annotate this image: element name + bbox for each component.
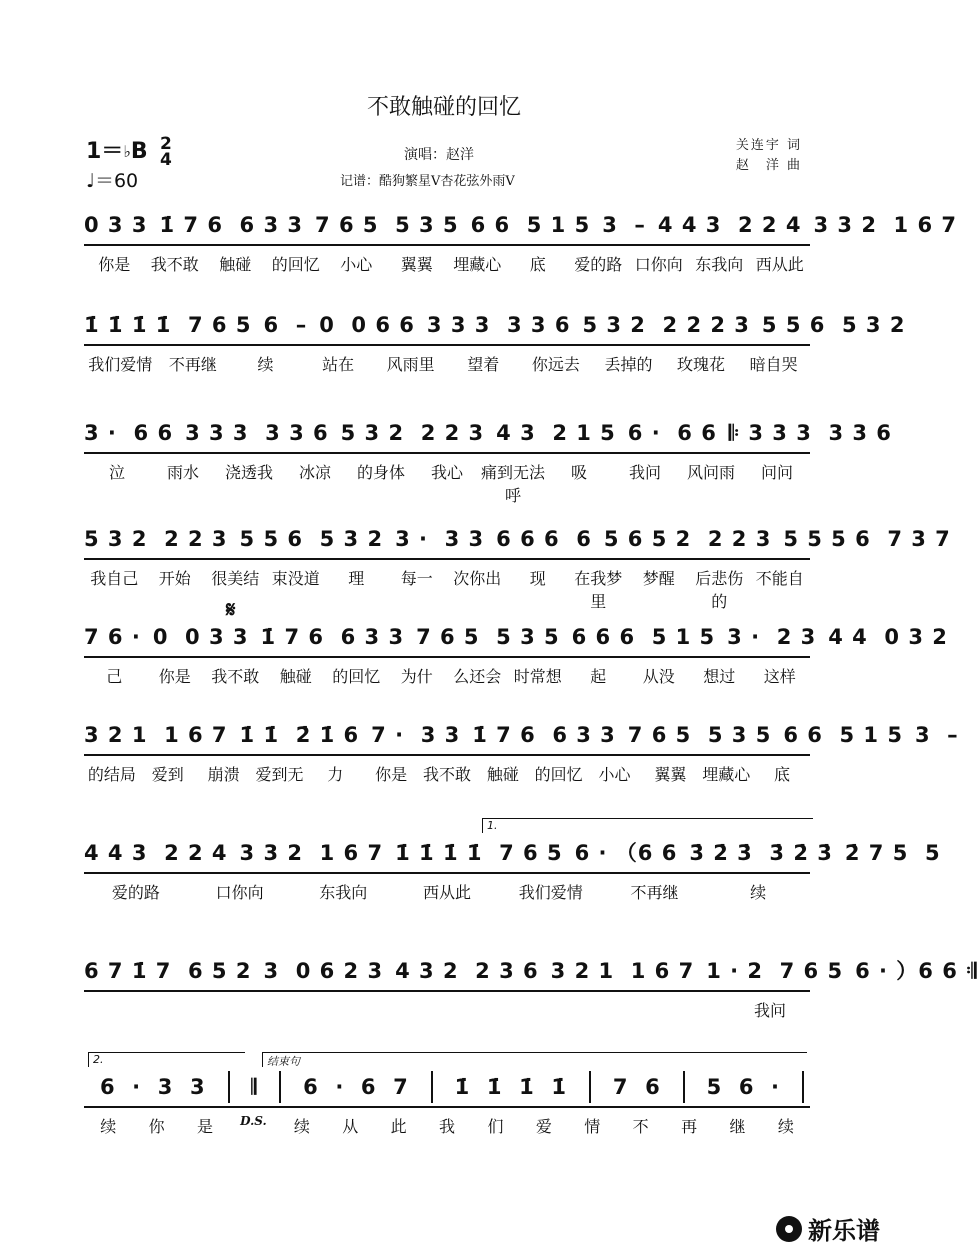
lyricist-credit: 关连宇 词	[735, 138, 802, 153]
bar-line	[683, 1071, 685, 1103]
measure: 3 · 2 3	[727, 625, 817, 649]
lyric-word: 我们爱情	[88, 355, 153, 374]
lyric-word: 们	[487, 1117, 504, 1136]
lyric-word: 我自己	[90, 569, 139, 588]
lyric-word: 暗自哭	[749, 355, 798, 374]
lyric-word: 在我梦里	[574, 569, 623, 611]
measure: 6 6 5 1 5	[470, 213, 591, 237]
time-signature: 2 4	[160, 134, 172, 170]
lyric-word: 你远去	[531, 355, 580, 374]
lyric-word: 现	[529, 569, 546, 588]
transcriber-credit: 记谱：酷狗繁星V杏花弦外雨V	[340, 174, 515, 189]
measure: 5 3 2 2 2 3	[340, 421, 485, 445]
measure: 0 3 3	[84, 213, 148, 237]
lyric-word: 不再继	[168, 355, 217, 374]
measure: 5 5 5 6 7 3 7	[783, 527, 951, 551]
measure: 𝄂	[251, 1075, 258, 1099]
lyric-word: 情	[584, 1117, 601, 1136]
lyric-word: 东我向	[695, 255, 744, 274]
note-row	[84, 622, 948, 652]
beam-underline	[84, 243, 810, 246]
measure: 0 0 3 3	[152, 625, 249, 649]
lyric-word: 继	[729, 1117, 746, 1136]
lyric-word: 触碰	[486, 765, 519, 784]
measure: 6 · 3 3	[99, 1075, 206, 1099]
lyric-word: 时常想	[513, 667, 562, 686]
lyric-row	[84, 762, 810, 785]
lyric-word: 我问	[753, 1001, 786, 1020]
score-line	[84, 310, 906, 375]
note-row	[84, 418, 892, 448]
lyric-word: 翼翼	[654, 765, 687, 784]
lyric-word: 不	[632, 1117, 649, 1136]
measure: 7 · 3 3	[371, 723, 461, 747]
note-row	[84, 956, 977, 986]
bar-line	[589, 1071, 591, 1103]
lyric-word: 力	[327, 765, 344, 784]
measure: 6 · 6 7	[303, 1075, 409, 1099]
lyric-word: 续	[750, 883, 767, 902]
lyric-word: 爱的路	[574, 255, 623, 274]
note-row	[84, 210, 958, 240]
lyric-word: 底	[529, 255, 546, 274]
lyric-word: 冰凉	[298, 463, 331, 482]
lyric-word: 我	[439, 1117, 456, 1136]
lyric-word: 崩溃	[207, 765, 240, 784]
measure: 4 4 0 3 2	[828, 625, 948, 649]
lyric-word: 梦醒	[642, 569, 675, 588]
lyric-word: 望着	[467, 355, 500, 374]
lyric-word: 痛到无法呼	[480, 463, 545, 505]
measure: 7 6 5 5 3 5	[315, 213, 459, 237]
lyric-word: 吸	[570, 463, 587, 482]
lyric-row	[84, 252, 810, 275]
lyric-word: 西从此	[755, 255, 804, 274]
lyric-word: 问问	[760, 463, 793, 482]
bar-line	[802, 1071, 804, 1103]
measure: 5 6 ·	[706, 1075, 781, 1099]
score-line	[84, 418, 892, 506]
lyric-word: 我不敢	[150, 255, 199, 274]
measure: 4 4 3 2 2 4	[84, 841, 228, 865]
note-row	[84, 1072, 810, 1102]
lyric-word: 站在	[322, 355, 355, 374]
score-line	[84, 210, 958, 275]
lyric-word: 风雨里	[386, 355, 435, 374]
song-title: 不敢触碰的回忆	[366, 95, 521, 120]
lyric-row	[84, 352, 810, 375]
lyric-row	[84, 566, 810, 612]
measure: 6 · ）6 6 𝄇	[855, 959, 977, 983]
measure: 5 6 5 2 2 2 3	[603, 527, 772, 551]
measure: 1 · 2 7 6 5	[706, 959, 844, 983]
measure: 7 6	[612, 1075, 661, 1099]
lyric-word: 玫瑰花	[677, 355, 726, 374]
beam-underline	[84, 989, 810, 992]
measure: 2̇ 7 5 5	[844, 841, 941, 865]
measure: 3 –	[602, 213, 646, 237]
measure: 3 –	[914, 723, 959, 747]
lyric-word: 续	[777, 1117, 794, 1136]
lyric-word: 底	[774, 765, 791, 784]
lyric-word: 你	[148, 1117, 165, 1136]
singer-credit: 演唱：赵洋	[404, 147, 474, 163]
lyric-word: 东我向	[319, 883, 368, 902]
measure: 1̇ 7 6 6 3 3	[260, 625, 405, 649]
tempo-marking: ♩＝60	[86, 170, 139, 192]
lyric-word: 埋藏心	[702, 765, 751, 784]
lyric-word: 我不敢	[211, 667, 260, 686]
measure: 1̇ 1̇ 2̇ 1̇ 6	[239, 723, 360, 747]
bar-line	[431, 1071, 433, 1103]
measure: 7 6 5 5 3 5	[416, 625, 560, 649]
measure: 5 3 2 2 2 3	[84, 527, 228, 551]
lyric-word: 从没	[642, 667, 675, 686]
lyric-word: 每一	[400, 569, 433, 588]
measure: 6 6 5 1 5	[783, 723, 903, 747]
lyric-word: 爱到	[151, 765, 184, 784]
lyric-word: 你是	[98, 255, 131, 274]
lyric-word: 不再继	[630, 883, 679, 902]
lyric-word: 小心	[598, 765, 631, 784]
measure: 4 3 2 1 5	[496, 421, 616, 445]
measure: 6 · 6 6	[627, 421, 717, 445]
lyric-word: 为什	[400, 667, 433, 686]
lyric-word: 触碰	[219, 255, 252, 274]
measure: 1̇ 7 6 6 3 3	[159, 213, 304, 237]
lyric-row	[84, 1114, 810, 1137]
lyric-word: 你是	[158, 667, 191, 686]
lyric-word: 浇透我	[224, 463, 273, 482]
lyric-word: 小心	[340, 255, 373, 274]
volta-bracket: 1.	[482, 818, 813, 833]
lyric-word: 爱的路	[111, 883, 160, 902]
lyric-word: 再	[681, 1117, 698, 1136]
note-row	[84, 310, 906, 340]
composer-credit: 赵 洋 曲	[735, 158, 802, 173]
lyric-word: 丢掉的	[604, 355, 653, 374]
measure: 3 3 2 1 6 7	[813, 213, 958, 237]
measure: 3 3 3 3 3 6	[426, 313, 571, 337]
bar-line	[228, 1071, 230, 1103]
measure: 3 3 2 1 6 7	[239, 841, 384, 865]
lyric-word: 口你向	[215, 883, 264, 902]
score-line	[84, 1053, 810, 1137]
measure: 1̇ 1̇ 1̇ 1̇	[454, 1075, 567, 1099]
lyric-word: 理	[348, 569, 365, 588]
measure: 3 · 6 6	[84, 421, 174, 445]
record-disc-icon	[776, 1216, 802, 1242]
beam-underline	[84, 655, 810, 658]
lyric-word: 你是	[375, 765, 408, 784]
lyric-word: 开始	[158, 569, 191, 588]
lyric-row	[84, 880, 810, 903]
lyric-word: 翼翼	[400, 255, 433, 274]
lyric-word: 雨水	[166, 463, 199, 482]
score-line	[84, 524, 951, 612]
measure: 6 6 6 6	[496, 527, 592, 551]
measure: 7 6 ·	[84, 625, 141, 649]
measure: 𝄆 3 3 3 3 3 6	[728, 421, 892, 445]
measure: 5 5 6 5 3 2	[761, 313, 906, 337]
beam-underline	[84, 753, 810, 756]
note-row	[84, 524, 951, 554]
measure: 0 0 6 6	[319, 313, 415, 337]
lyric-word: 爱到无	[255, 765, 304, 784]
lyric-word: 从	[342, 1117, 359, 1136]
beam-underline	[84, 1105, 810, 1108]
beam-underline	[84, 871, 810, 874]
measure: 3 3 3 3 3 6	[185, 421, 329, 445]
lyric-word: 口你向	[634, 255, 683, 274]
lyric-word: 起	[590, 667, 607, 686]
lyric-word: 想过	[703, 667, 736, 686]
lyric-word: 后悲伤的	[695, 569, 744, 611]
score-line	[84, 622, 948, 687]
lyric-word: 续	[100, 1117, 117, 1136]
note-row	[84, 720, 959, 750]
measure: 1̇ 1̇ 1̇ 1̇ 7 6 5	[84, 313, 252, 337]
score-line	[84, 819, 941, 903]
volta-bracket: 2.	[88, 1052, 245, 1067]
measure: 1̇ 7 6 6 3 3	[472, 723, 616, 747]
site-logo: 新乐谱	[776, 1211, 880, 1246]
lyric-word: 己	[106, 667, 123, 686]
lyric-row	[84, 460, 810, 506]
score-line	[84, 720, 959, 785]
note-row	[84, 838, 941, 868]
lyric-word: 不能自	[755, 569, 804, 588]
lyric-word: 埋藏心	[453, 255, 502, 274]
lyric-word: 我问	[628, 463, 661, 482]
lyric-word: 西从此	[423, 883, 472, 902]
lyric-word: 很美结	[211, 569, 260, 588]
measure: 3 2 1 1 6 7	[84, 723, 228, 747]
measure: 4 4 3 2 2 4	[657, 213, 802, 237]
lyric-word: 触碰	[279, 667, 312, 686]
beam-underline	[84, 343, 810, 346]
lyric-word: 风问雨	[686, 463, 735, 482]
lyric-word: 我不敢	[422, 765, 471, 784]
measure: 3 · 3 3	[395, 527, 485, 551]
lyric-word: D.S.	[240, 1114, 267, 1128]
segno-mark: 𝄋	[226, 598, 236, 623]
lyric-word: 我心	[430, 463, 463, 482]
lyric-word: 么还会	[453, 667, 502, 686]
measure: 6 6 6 5 1 5	[571, 625, 716, 649]
lyric-word: 束没道	[271, 569, 320, 588]
measure: 5 3 2 2 2 2 3	[582, 313, 750, 337]
lyric-word: 的回忆	[534, 765, 583, 784]
beam-underline	[84, 451, 810, 454]
lyric-row	[84, 998, 810, 1021]
measure: 5 5 6 5 3 2	[239, 527, 384, 551]
lyric-word: 我们爱情	[518, 883, 583, 902]
ending-bracket: 结束句	[262, 1052, 807, 1067]
measure: 6 · （6 6	[574, 841, 678, 865]
measure: 4 3 2 2 3 6	[395, 959, 539, 983]
measure: 7 6 5 5 3 5	[627, 723, 772, 747]
lyric-word: 次你出	[453, 569, 502, 588]
score-line	[84, 956, 977, 1021]
measure: 3 0 6 2 3	[263, 959, 384, 983]
lyric-word: 续	[257, 355, 274, 374]
lyric-word: 的回忆	[332, 667, 381, 686]
lyric-word: 的回忆	[271, 255, 320, 274]
lyric-word: 的身体	[356, 463, 405, 482]
measure: 1̇ 1̇ 1̇ 1̇ 7 6 5	[395, 841, 563, 865]
measure: 6 7 1̇ 7 6 5 2	[84, 959, 252, 983]
lyric-word: 泣	[108, 463, 125, 482]
beam-underline	[84, 557, 810, 560]
lyric-word: 是	[197, 1117, 214, 1136]
bar-line	[279, 1071, 281, 1103]
lyric-word: 续	[293, 1117, 310, 1136]
key-signature: 1＝♭B	[86, 139, 148, 164]
lyric-word: 的结局	[87, 765, 136, 784]
lyric-word: 这样	[763, 667, 796, 686]
measure: 3 2 1 1 6 7	[550, 959, 695, 983]
lyric-word: 此	[390, 1117, 407, 1136]
measure: 3̇ 2̇ 3̇ 3̇ 2̇ 3̇	[689, 841, 833, 865]
measure: 6 –	[263, 313, 308, 337]
lyric-row	[84, 664, 810, 687]
lyric-word: 爱	[535, 1117, 552, 1136]
